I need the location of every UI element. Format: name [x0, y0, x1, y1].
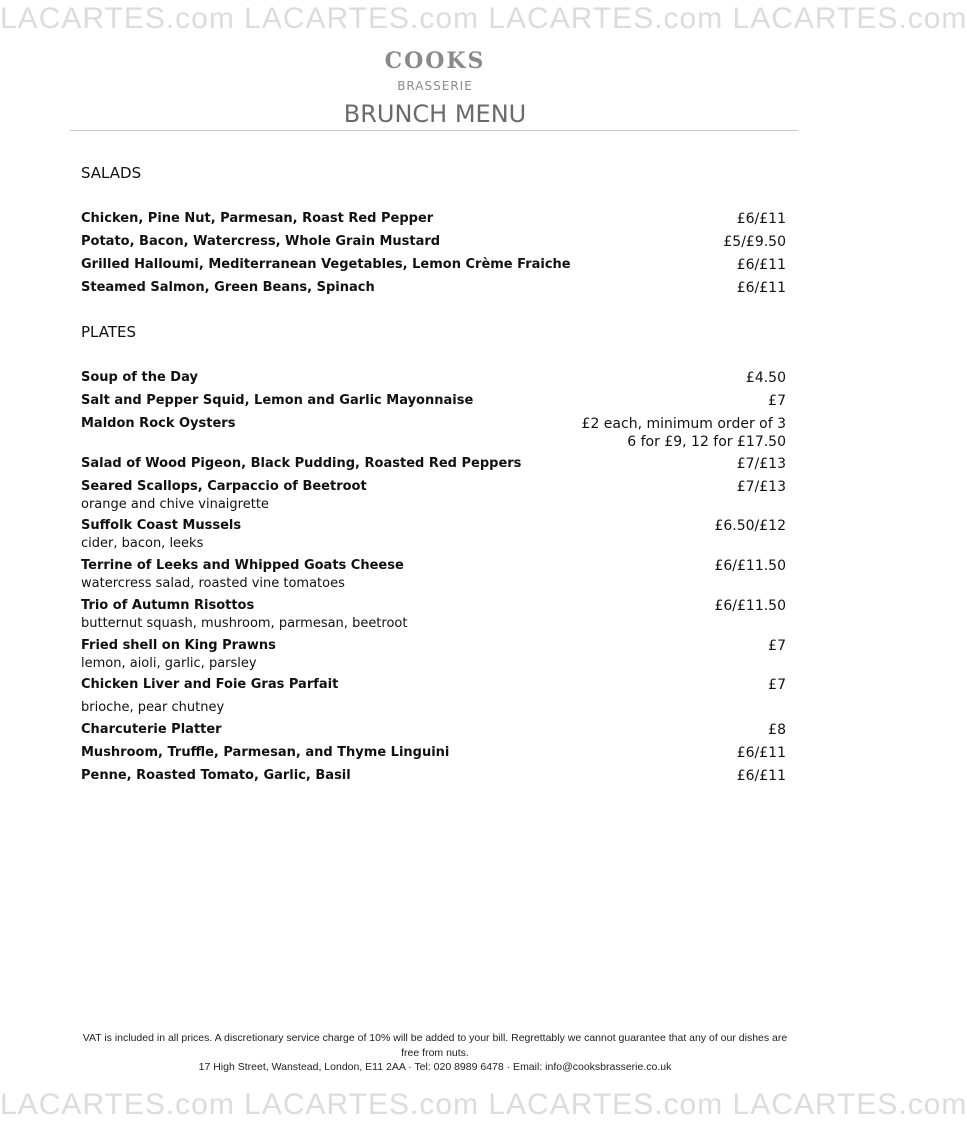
item-name: Charcuterie Platter — [81, 722, 222, 737]
item-description: cider, bacon, leeks — [81, 536, 204, 551]
item-price: £6/£11 — [736, 280, 786, 296]
item-price: £6/£11 — [736, 257, 786, 273]
item-price: £6/£11.50 — [714, 598, 786, 614]
item-name: Salad of Wood Pigeon, Black Pudding, Roasted Red Peppers — [81, 456, 522, 471]
item-name: Grilled Halloumi, Mediterranean Vegetables, Lemon Crème Fraiche — [81, 257, 571, 272]
item-name: Steamed Salmon, Green Beans, Spinach — [81, 280, 375, 295]
item-name: Soup of the Day — [81, 370, 198, 385]
item-name: Mushroom, Truffle, Parmesan, and Thyme Linguini — [81, 745, 450, 760]
item-price: £6.50/£12 — [714, 518, 786, 534]
item-name: Chicken, Pine Nut, Parmesan, Roast Red Pepper — [81, 211, 434, 226]
item-name: Seared Scallops, Carpaccio of Beetroot — [81, 479, 367, 494]
item-price: £6/£11.50 — [714, 558, 786, 574]
item-price: £6/£11 — [736, 745, 786, 761]
section-heading-plates: PLATES — [81, 323, 137, 341]
item-description: butternut squash, mushroom, parmesan, beetroot — [81, 616, 408, 631]
item-description: watercress salad, roasted vine tomatoes — [81, 576, 345, 591]
item-name: Fried shell on King Prawns — [81, 638, 276, 653]
item-description: orange and chive vinaigrette — [81, 497, 269, 512]
item-name: Salt and Pepper Squid, Lemon and Garlic Mayonnaise — [81, 393, 474, 408]
item-price: £2 each, minimum order of 3 — [581, 416, 786, 432]
item-name: Penne, Roasted Tomato, Garlic, Basil — [81, 768, 351, 783]
watermark-bottom: LACARTES.com LACARTES.com LACARTES.com LACARTES.com — [0, 1088, 967, 1121]
item-name: Potato, Bacon, Watercress, Whole Grain Mustard — [81, 234, 441, 249]
item-name: Maldon Rock Oysters — [81, 416, 236, 431]
menu-title: BRUNCH MENU — [343, 100, 527, 128]
item-description: lemon, aioli, garlic, parsley — [81, 656, 257, 671]
item-price: £8 — [768, 722, 786, 738]
item-name: Suffolk Coast Mussels — [81, 518, 242, 533]
item-price: £4.50 — [745, 370, 786, 386]
restaurant-name: COOKS — [384, 48, 486, 74]
watermark-top: LACARTES.com LACARTES.com LACARTES.com LACARTES.com — [0, 2, 967, 35]
item-price: £6/£11 — [736, 211, 786, 227]
header-divider — [70, 130, 798, 131]
item-price-extra: 6 for £9, 12 for £17.50 — [627, 434, 786, 450]
restaurant-subtitle: BRASSERIE — [397, 79, 473, 93]
item-price: £6/£11 — [736, 768, 786, 784]
item-price: £7/£13 — [736, 456, 786, 472]
item-name: Trio of Autumn Risottos — [81, 598, 255, 613]
footer-address: 17 High Street, Wanstead, London, E11 2AA · Tel: 020 8989 6478 · Email: info@cooksbrasserie.co.uk — [198, 1061, 672, 1073]
item-price: £7/£13 — [736, 479, 786, 495]
section-heading-salads: SALADS — [81, 164, 142, 182]
item-price: £7 — [768, 677, 786, 693]
item-price: £7 — [768, 393, 786, 409]
item-name: Chicken Liver and Foie Gras Parfait — [81, 677, 339, 692]
item-price: £5/£9.50 — [723, 234, 786, 250]
footer-note: VAT is included in all prices. A discretionary service charge of 10% will be added to your bill. Regrettably we cannot guarantee that any of our dishes are free from nuts. — [82, 1032, 788, 1059]
item-description: brioche, pear chutney — [81, 700, 225, 715]
item-name: Terrine of Leeks and Whipped Goats Cheese — [81, 558, 404, 573]
item-price: £7 — [768, 638, 786, 654]
